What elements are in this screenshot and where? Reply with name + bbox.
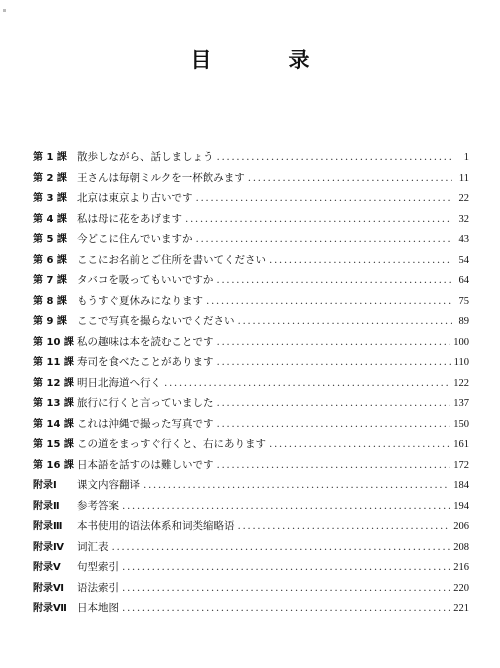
toc-entry[interactable] — [33, 169, 469, 190]
toc-entry[interactable] — [33, 497, 469, 518]
toc-entry-title: 王さんは毎朝ミルクを一杯飲みます — [77, 171, 245, 184]
toc-entry-page-number: 1 — [463, 152, 469, 163]
toc-leader-dots — [112, 541, 451, 553]
toc-leader-dots — [143, 479, 450, 491]
toc-entry[interactable] — [33, 230, 469, 251]
toc-entry-number: 附录Ⅱ — [33, 500, 60, 512]
toc-entry-number: 第 1 課 — [33, 152, 67, 163]
toc-leader-dots — [248, 172, 452, 184]
toc-entry-number: 第 8 課 — [33, 295, 67, 307]
toc-entry-page-number: 89 — [458, 316, 469, 327]
toc-entry-title: 北京は東京より古いです — [77, 192, 193, 204]
toc-entry-number: 第 4 課 — [33, 213, 67, 225]
toc-entry-number: 第 10 課 — [33, 336, 74, 348]
toc-leader-dots — [216, 274, 452, 286]
toc-entry-number: 附录Ⅵ — [33, 582, 64, 594]
toc-leader-dots — [196, 192, 453, 204]
toc-entry[interactable] — [33, 476, 469, 497]
toc-entry[interactable] — [33, 558, 469, 579]
toc-entry[interactable] — [33, 517, 469, 538]
toc-entry-page-number: 161 — [453, 439, 469, 450]
toc-entry[interactable] — [33, 415, 469, 436]
toc-entry-title: 句型索引 — [77, 561, 119, 573]
toc-entry-title: 日本地图 — [77, 602, 119, 614]
toc-entry-title: ここにお名前とご住所を書いてください — [77, 253, 266, 266]
toc-leader-dots — [238, 315, 453, 327]
toc-entry-number: 附录Ⅴ — [33, 562, 61, 573]
toc-entry-title: これは沖縄で撮った写真です — [77, 417, 214, 430]
toc-entry-number: 第 3 課 — [33, 193, 67, 204]
toc-entry-number: 附录Ⅳ — [33, 541, 64, 553]
toc-entry[interactable] — [33, 251, 469, 272]
toc-entry-title: 私の趣味は本を読むことです — [77, 335, 214, 348]
toc-entry[interactable] — [33, 333, 469, 354]
toc-entry-number: 附录Ⅶ — [33, 603, 67, 614]
toc-entry-title: 私は母に花をあげます — [77, 212, 182, 225]
toc-entry-number: 第 11 課 — [33, 357, 74, 368]
toc-leader-dots — [269, 438, 450, 450]
toc-entry[interactable] — [33, 374, 469, 395]
toc-entry-page-number: 43 — [458, 234, 469, 245]
toc-entry-title: 旅行に行くと言っていました — [77, 397, 214, 409]
toc-entry-page-number: 100 — [453, 336, 469, 348]
toc-entry-page-number: 75 — [458, 295, 469, 307]
toc-entry-page-number: 137 — [453, 398, 469, 409]
toc-leader-dots — [196, 233, 453, 245]
toc-leader-dots — [217, 356, 451, 368]
page-title: 目 录 — [190, 47, 338, 72]
toc-entry-title: この道をまっすぐ行くと、右にあります — [77, 438, 266, 450]
toc-entry-number: 第 12 課 — [33, 377, 74, 389]
toc-entry-title: 寿司を食べたことがあります — [77, 356, 214, 368]
toc-entry[interactable] — [33, 210, 469, 231]
toc-entry[interactable] — [33, 394, 469, 415]
toc-entry-title: 明日北海道へ行く — [77, 376, 161, 389]
toc-leader-dots — [122, 582, 450, 594]
toc-entry-title: タバコを吸ってもいいですか — [77, 274, 214, 286]
toc-entry-number: 第 7 課 — [33, 275, 67, 286]
toc-entry[interactable] — [33, 456, 469, 477]
toc-leader-dots — [238, 520, 451, 532]
toc-entry[interactable] — [33, 579, 469, 600]
toc-entry-page-number: 122 — [453, 377, 469, 389]
toc-entry-page-number: 220 — [453, 582, 469, 594]
toc-leader-dots — [164, 377, 450, 389]
toc-leader-dots — [122, 602, 450, 614]
toc-entry-title: 参考答案 — [77, 499, 119, 512]
toc-entry-number: 第 15 課 — [33, 439, 74, 450]
toc-entry-title: 本书使用的语法体系和词类缩略语 — [77, 520, 235, 532]
toc-entry-number: 第 14 課 — [33, 418, 74, 430]
toc-entry[interactable] — [33, 435, 469, 456]
toc-entry[interactable] — [33, 312, 469, 333]
toc-leader-dots — [217, 418, 451, 430]
toc-entry-page-number: 64 — [458, 275, 469, 286]
toc-leader-dots — [217, 151, 453, 163]
toc-entry-title: 今どこに住んでいますか — [77, 233, 193, 245]
toc-entry-title: 语法索引 — [77, 581, 119, 594]
toc-entry-number: 附录Ⅲ — [33, 521, 63, 532]
toc-leader-dots — [122, 561, 450, 573]
toc-entry-page-number: 216 — [453, 562, 469, 573]
toc-entry-page-number: 11 — [458, 172, 469, 184]
toc-entry-page-number: 208 — [453, 541, 469, 553]
toc-entry-number: 第 16 課 — [33, 459, 74, 471]
toc-entry-page-number: 206 — [453, 521, 469, 532]
toc-leader-dots — [217, 397, 451, 409]
toc-entry[interactable] — [33, 538, 469, 559]
toc-leader-dots — [185, 213, 452, 225]
toc-entry-title: ここで写真を撮らないでください — [77, 315, 235, 327]
toc-entry-number: 第 6 課 — [33, 254, 67, 266]
toc-entry-page-number: 110 — [453, 357, 469, 368]
toc-leader-dots — [217, 459, 451, 471]
toc-entry[interactable] — [33, 353, 469, 374]
toc-entry-title: 课文内容翻译 — [77, 479, 140, 491]
toc-entry[interactable] — [33, 599, 469, 620]
toc-entry[interactable] — [33, 271, 469, 292]
toc-entry-title: 日本語を話すのは難しいです — [77, 458, 214, 471]
scan-mark — [3, 9, 6, 12]
toc-entry-page-number: 32 — [458, 213, 469, 225]
toc-leader-dots — [206, 295, 452, 307]
toc-leader-dots — [217, 336, 451, 348]
toc-entry-page-number: 150 — [453, 418, 469, 430]
toc-entry-number: 第 2 課 — [33, 172, 67, 184]
toc-leader-dots — [269, 254, 452, 266]
toc-entry-page-number: 54 — [458, 254, 469, 266]
toc-entry-page-number: 184 — [453, 480, 469, 491]
toc-entry-title: 散歩しながら、話しましょう — [77, 151, 214, 163]
toc-entry-title: 词汇表 — [77, 540, 109, 553]
table-of-contents — [33, 148, 469, 620]
toc-entry-number: 附录Ⅰ — [33, 480, 57, 491]
toc-entry-number: 第 13 課 — [33, 398, 74, 409]
toc-entry-page-number: 194 — [453, 500, 469, 512]
toc-entry-number: 第 9 課 — [33, 316, 67, 327]
toc-entry-title: もうすぐ夏休みになります — [77, 294, 203, 307]
toc-entry[interactable] — [33, 189, 469, 210]
toc-entry-page-number: 221 — [453, 603, 469, 614]
toc-entry[interactable] — [33, 148, 469, 169]
toc-leader-dots — [122, 500, 450, 512]
toc-entry-page-number: 172 — [453, 459, 469, 471]
toc-entry-page-number: 22 — [458, 193, 469, 204]
toc-entry[interactable] — [33, 292, 469, 313]
toc-entry-number: 第 5 課 — [33, 234, 67, 245]
